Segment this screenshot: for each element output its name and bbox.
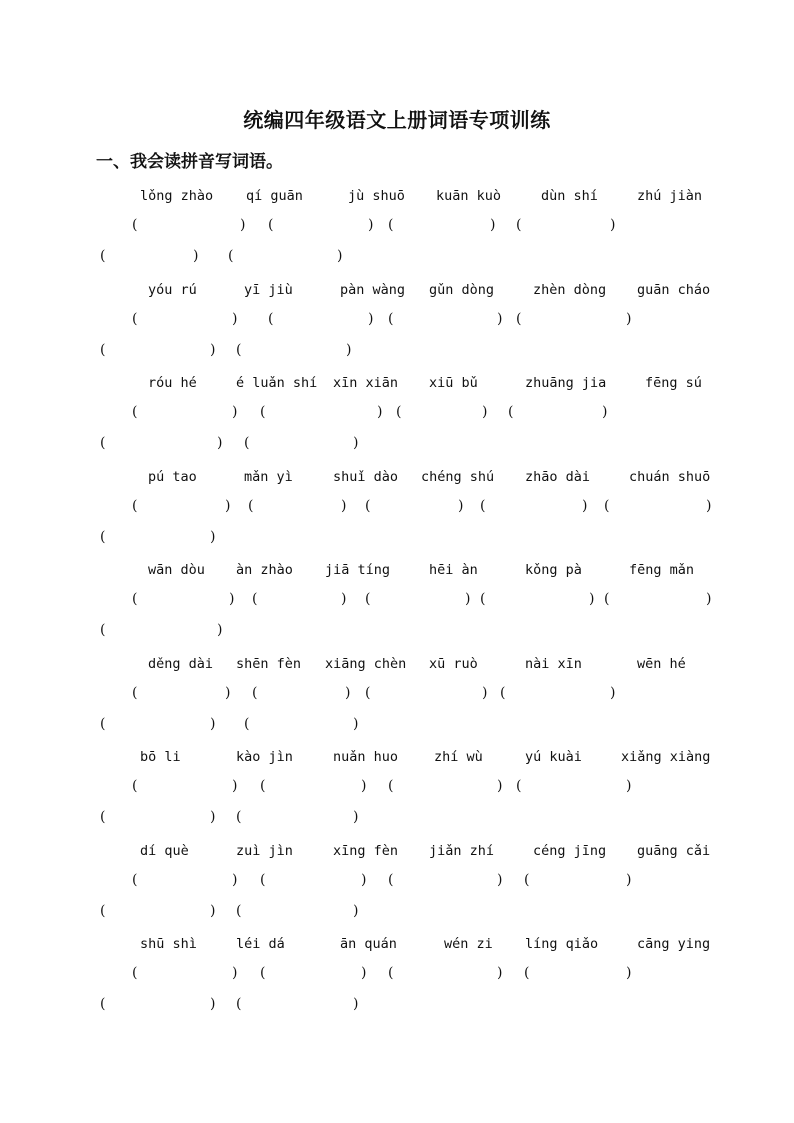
pinyin-prompt: jù shuō [348,188,405,204]
pinyin-prompt: nuǎn huo [333,749,399,765]
answer-blank-close: ) [210,715,216,732]
exercise-group [0,469,794,561]
pinyin-prompt: xū ruò [429,655,478,672]
pinyin-prompt: léi dá [236,936,285,952]
answer-blank-close: ) [353,996,359,1012]
answer-blank-open[interactable]: ( [604,497,610,514]
answer-blank-open[interactable]: ( [268,217,274,233]
answer-blank-close: ) [353,902,359,919]
answer-blank-close: ) [193,248,199,264]
pinyin-prompt: wén zi [444,936,493,952]
answer-blank-open[interactable]: ( [132,965,138,981]
answer-blank-close: ) [497,871,503,888]
answer-blank-close: ) [345,684,351,701]
pinyin-prompt: qí guān [246,188,303,204]
answer-blank-open[interactable]: ( [228,248,234,264]
exercise-group [0,843,794,935]
answer-blank-open[interactable]: ( [132,591,138,607]
pinyin-prompt: děng dài [148,655,214,672]
answer-blank-open[interactable]: ( [396,404,402,420]
answer-blank-open[interactable]: ( [248,497,254,514]
answer-blank-open[interactable]: ( [480,591,486,607]
answer-blank-open[interactable]: ( [516,217,522,233]
answer-blank-close: ) [225,684,231,701]
pinyin-prompt: zuì jìn [236,842,293,859]
answer-blank-close: ) [482,404,488,420]
pinyin-prompt: jiā tíng [325,562,391,578]
pinyin-prompt: yú kuài [525,749,582,765]
answer-blank-open[interactable]: ( [100,248,106,264]
answer-blank-open[interactable]: ( [236,341,242,358]
answer-blank-open[interactable]: ( [260,965,266,981]
answer-blank-open[interactable]: ( [100,809,106,825]
answer-blank-close: ) [353,435,359,451]
pinyin-prompt: céng jīng [533,842,607,859]
answer-blank-close: ) [626,778,632,794]
answer-blank-close: ) [610,217,616,233]
pinyin-prompt: chéng shú [421,468,495,485]
exercise-group [0,282,794,374]
pinyin-prompt: yī jiù [244,281,293,298]
exercise-group [0,936,794,1028]
answer-blank-open[interactable]: ( [132,778,138,794]
answer-blank-open[interactable]: ( [524,965,530,981]
page-title: 统编四年级语文上册词语专项训练 [243,108,551,132]
answer-blank-open[interactable]: ( [100,341,106,358]
answer-blank-close: ) [706,591,712,607]
answer-blank-close: ) [229,591,235,607]
answer-blank-open[interactable]: ( [365,497,371,514]
pinyin-prompt: zhèn dòng [533,281,607,298]
answer-blank-close: ) [497,778,503,794]
answer-blank-close: ) [482,684,488,701]
answer-blank-close: ) [225,497,231,514]
answer-blank-close: ) [232,778,238,794]
answer-blank-close: ) [602,404,608,420]
pinyin-prompt: wān dòu [148,562,205,578]
section-heading: 一、我会读拼音写词语。 [96,152,283,172]
pinyin-prompt: xiāng chèn [325,655,407,672]
answer-blank-close: ) [210,902,216,919]
answer-blank-open[interactable]: ( [508,404,514,420]
answer-blank-open[interactable]: ( [252,684,258,701]
answer-blank-close: ) [341,591,347,607]
answer-blank-open[interactable]: ( [516,778,522,794]
pinyin-prompt: guāng cǎi [637,842,711,859]
answer-blank-open[interactable]: ( [524,871,530,888]
answer-blank-close: ) [368,310,374,327]
answer-blank-open[interactable]: ( [516,310,522,327]
pinyin-prompt: pàn wàng [340,281,406,298]
pinyin-prompt: zhuāng jia [525,375,607,391]
answer-blank-open[interactable]: ( [132,310,138,327]
answer-blank-close: ) [210,809,216,825]
pinyin-prompt: wēn hé [637,655,686,672]
pinyin-prompt: gǔn dòng [429,281,495,298]
pinyin-prompt: guān cháo [637,281,711,298]
pinyin-prompt: nài xīn [525,655,582,672]
pinyin-prompt: xīng fèn [333,842,399,859]
answer-blank-open[interactable]: ( [244,435,250,451]
pinyin-prompt: kào jìn [236,749,293,765]
pinyin-prompt: shuǐ dào [333,468,399,485]
answer-blank-open[interactable]: ( [100,715,106,732]
answer-blank-close: ) [361,965,367,981]
answer-blank-open[interactable]: ( [244,715,250,732]
answer-blank-close: ) [240,217,246,233]
pinyin-prompt: ān quán [340,936,397,952]
answer-blank-close: ) [232,310,238,327]
answer-blank-open[interactable]: ( [252,591,258,607]
answer-blank-close: ) [337,248,343,264]
pinyin-prompt: fēng sú [645,375,702,391]
answer-blank-open[interactable]: ( [132,871,138,888]
answer-blank-open[interactable]: ( [500,684,506,701]
answer-blank-open[interactable]: ( [100,435,106,451]
pinyin-prompt: dùn shí [541,188,598,204]
answer-blank-close: ) [346,341,352,358]
exercise-group [0,375,794,467]
pinyin-prompt: bō li [140,749,181,765]
answer-blank-close: ) [589,591,595,607]
answer-blank-close: ) [353,809,359,825]
pinyin-prompt: lǒng zhào [140,188,214,204]
pinyin-prompt: shū shì [140,936,197,952]
pinyin-prompt: kǒng pà [525,562,582,578]
answer-blank-open[interactable]: ( [236,996,242,1012]
answer-blank-close: ) [341,497,347,514]
answer-blank-close: ) [497,965,503,981]
answer-blank-close: ) [490,217,496,233]
pinyin-prompt: hēi àn [429,562,478,578]
pinyin-prompt: zhāo dài [525,468,591,485]
answer-blank-close: ) [706,497,712,514]
pinyin-prompt: xiǎng xiàng [621,749,711,765]
answer-blank-open[interactable]: ( [132,217,138,233]
answer-blank-open[interactable]: ( [268,310,274,327]
answer-blank-close: ) [497,310,503,327]
answer-blank-open[interactable]: ( [100,528,106,545]
pinyin-prompt: fēng mǎn [629,562,695,578]
answer-blank-open[interactable]: ( [260,871,266,888]
answer-blank-open[interactable]: ( [100,622,106,638]
answer-blank-close: ) [368,217,374,233]
answer-blank-close: ) [210,341,216,358]
answer-blank-open[interactable]: ( [100,996,106,1012]
pinyin-prompt: chuán shuō [629,468,711,485]
answer-blank-open[interactable]: ( [388,217,394,233]
answer-blank-close: ) [232,965,238,981]
answer-blank-close: ) [465,591,471,607]
answer-blank-open[interactable]: ( [388,871,394,888]
answer-blank-close: ) [210,528,216,545]
pinyin-prompt: àn zhào [236,562,293,578]
answer-blank-open[interactable]: ( [132,497,138,514]
pinyin-prompt: cāng ying [637,936,711,952]
answer-blank-open[interactable]: ( [100,902,106,919]
pinyin-prompt: dí què [140,842,189,859]
answer-blank-open[interactable]: ( [132,684,138,701]
answer-blank-close: ) [626,310,632,327]
pinyin-prompt: xiū bǔ [429,375,478,391]
answer-blank-close: ) [377,404,383,420]
pinyin-prompt: yóu rú [148,281,197,298]
answer-blank-open[interactable]: ( [365,591,371,607]
pinyin-prompt: kuān kuò [436,188,502,204]
pinyin-prompt: róu hé [148,375,197,391]
answer-blank-open[interactable]: ( [260,778,266,794]
answer-blank-close: ) [232,404,238,420]
answer-blank-open[interactable]: ( [365,684,371,701]
answer-blank-close: ) [210,996,216,1012]
pinyin-prompt: zhú jiàn [637,188,703,204]
exercise-group [0,656,794,748]
exercise-group [0,188,794,280]
pinyin-prompt: líng qiǎo [525,936,599,952]
exercise-group [0,562,794,654]
answer-blank-close: ) [353,715,359,732]
answer-blank-open[interactable]: ( [388,778,394,794]
answer-blank-close: ) [361,871,367,888]
answer-blank-close: ) [582,497,588,514]
pinyin-prompt: xīn xiān [333,375,399,391]
pinyin-prompt: mǎn yì [244,468,293,485]
answer-blank-open[interactable]: ( [260,404,266,420]
answer-blank-close: ) [626,871,632,888]
answer-blank-close: ) [232,871,238,888]
answer-blank-close: ) [458,497,464,514]
answer-blank-open[interactable]: ( [132,404,138,420]
answer-blank-close: ) [361,778,367,794]
answer-blank-close: ) [217,622,223,638]
pinyin-prompt: pú tao [148,468,197,485]
exercise-group [0,749,794,841]
answer-blank-open[interactable]: ( [388,965,394,981]
pinyin-prompt: zhí wù [434,749,483,765]
answer-blank-open[interactable]: ( [236,809,242,825]
pinyin-prompt: é luǎn shí [236,375,318,391]
answer-blank-open[interactable]: ( [480,497,486,514]
answer-blank-open[interactable]: ( [236,902,242,919]
answer-blank-open[interactable]: ( [604,591,610,607]
answer-blank-open[interactable]: ( [388,310,394,327]
pinyin-prompt: shēn fèn [236,655,302,672]
pinyin-prompt: jiǎn zhí [429,842,495,859]
answer-blank-close: ) [626,965,632,981]
answer-blank-close: ) [217,435,223,451]
answer-blank-close: ) [610,684,616,701]
